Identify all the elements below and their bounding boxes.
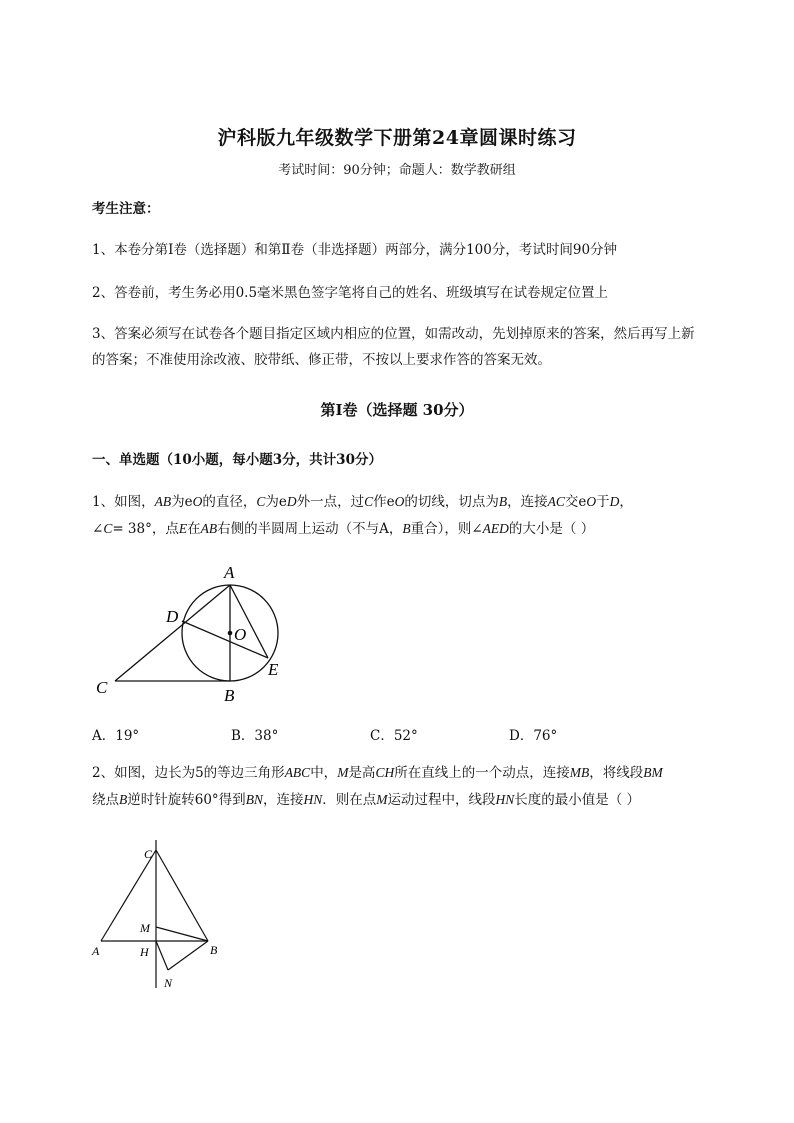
segment-de bbox=[182, 621, 268, 658]
center-point bbox=[228, 631, 233, 636]
label-a: A bbox=[224, 563, 235, 582]
notice-heading: 考生注意： bbox=[92, 201, 160, 217]
label-e: E bbox=[268, 660, 279, 679]
label-b: B bbox=[210, 943, 218, 957]
side-cb bbox=[156, 850, 208, 941]
label-c: C bbox=[96, 678, 108, 697]
q1-option-d[interactable]: D．76° bbox=[509, 728, 558, 744]
notice-item-2: 2、答卷前，考生务必用0.5毫米黑色签字笔将自己的姓名、班级填写在试卷规定位置上 bbox=[92, 285, 609, 301]
label-b: B bbox=[224, 686, 235, 705]
notice-item-3: 3、答案必须写在试卷各个题目指定区域内相应的位置，如需改动，先划掉原来的答案，然后再写上新 bbox=[92, 326, 695, 342]
q1-stem-line1: 1、如图，AB为eO的直径，C为eD外一点，过C作eO的切线，切点为B，连接AC交eO于D， bbox=[92, 494, 633, 510]
segment-mb bbox=[156, 927, 208, 941]
q2-stem-line1: 2、如图，边长为5的等边三角形ABC中，M是高CH所在直线上的一个动点，连接MB，将线段BM bbox=[92, 765, 663, 781]
notice-item-1: 1、本卷分第I卷（选择题）和第Ⅱ卷（非选择题）两部分，满分100分，考试时间90分钟 bbox=[92, 242, 618, 258]
section-title: 第I卷（选择题 30分） bbox=[320, 401, 474, 419]
segment-ca bbox=[115, 585, 230, 681]
q2-figure bbox=[88, 838, 228, 998]
segment-bn bbox=[168, 941, 208, 970]
segment-ae bbox=[230, 585, 268, 658]
label-c: C bbox=[144, 847, 153, 861]
label-m: M bbox=[140, 921, 150, 935]
page-title: 沪科版九年级数学下册第24章圆课时练习 bbox=[217, 127, 577, 149]
label-h: H bbox=[140, 945, 149, 959]
q2-stem-line2: 绕点B逆时针旋转60°得到BN，连接HN．则在点M运动过程中，线段HN长度的最小值是（ ） bbox=[92, 792, 641, 808]
q1-option-c[interactable]: C．52° bbox=[370, 728, 418, 744]
exam-info: 考试时间：90分钟；命题人：数学教研组 bbox=[278, 163, 516, 178]
label-o: O bbox=[234, 625, 247, 644]
segment-hn bbox=[156, 941, 168, 970]
label-d: D bbox=[166, 607, 179, 626]
q1-option-a[interactable]: A．19° bbox=[92, 728, 140, 744]
label-n: N bbox=[164, 976, 173, 990]
q1-stem-line2: ∠C= 38°，点E在AB右侧的半圆周上运动（不与A，B重合），则∠AED的大小是（ ） bbox=[92, 521, 595, 537]
notice-item-3-cont: 的答案；不准使用涂改液、胶带纸、修正带，不按以上要求作答的答案无效。 bbox=[92, 352, 551, 368]
label-a: A bbox=[92, 944, 100, 958]
part-heading: 一、单选题（10小题，每小题3分，共计30分） bbox=[92, 452, 382, 468]
q1-option-b[interactable]: B．38° bbox=[231, 728, 279, 744]
q1-figure bbox=[80, 555, 310, 705]
